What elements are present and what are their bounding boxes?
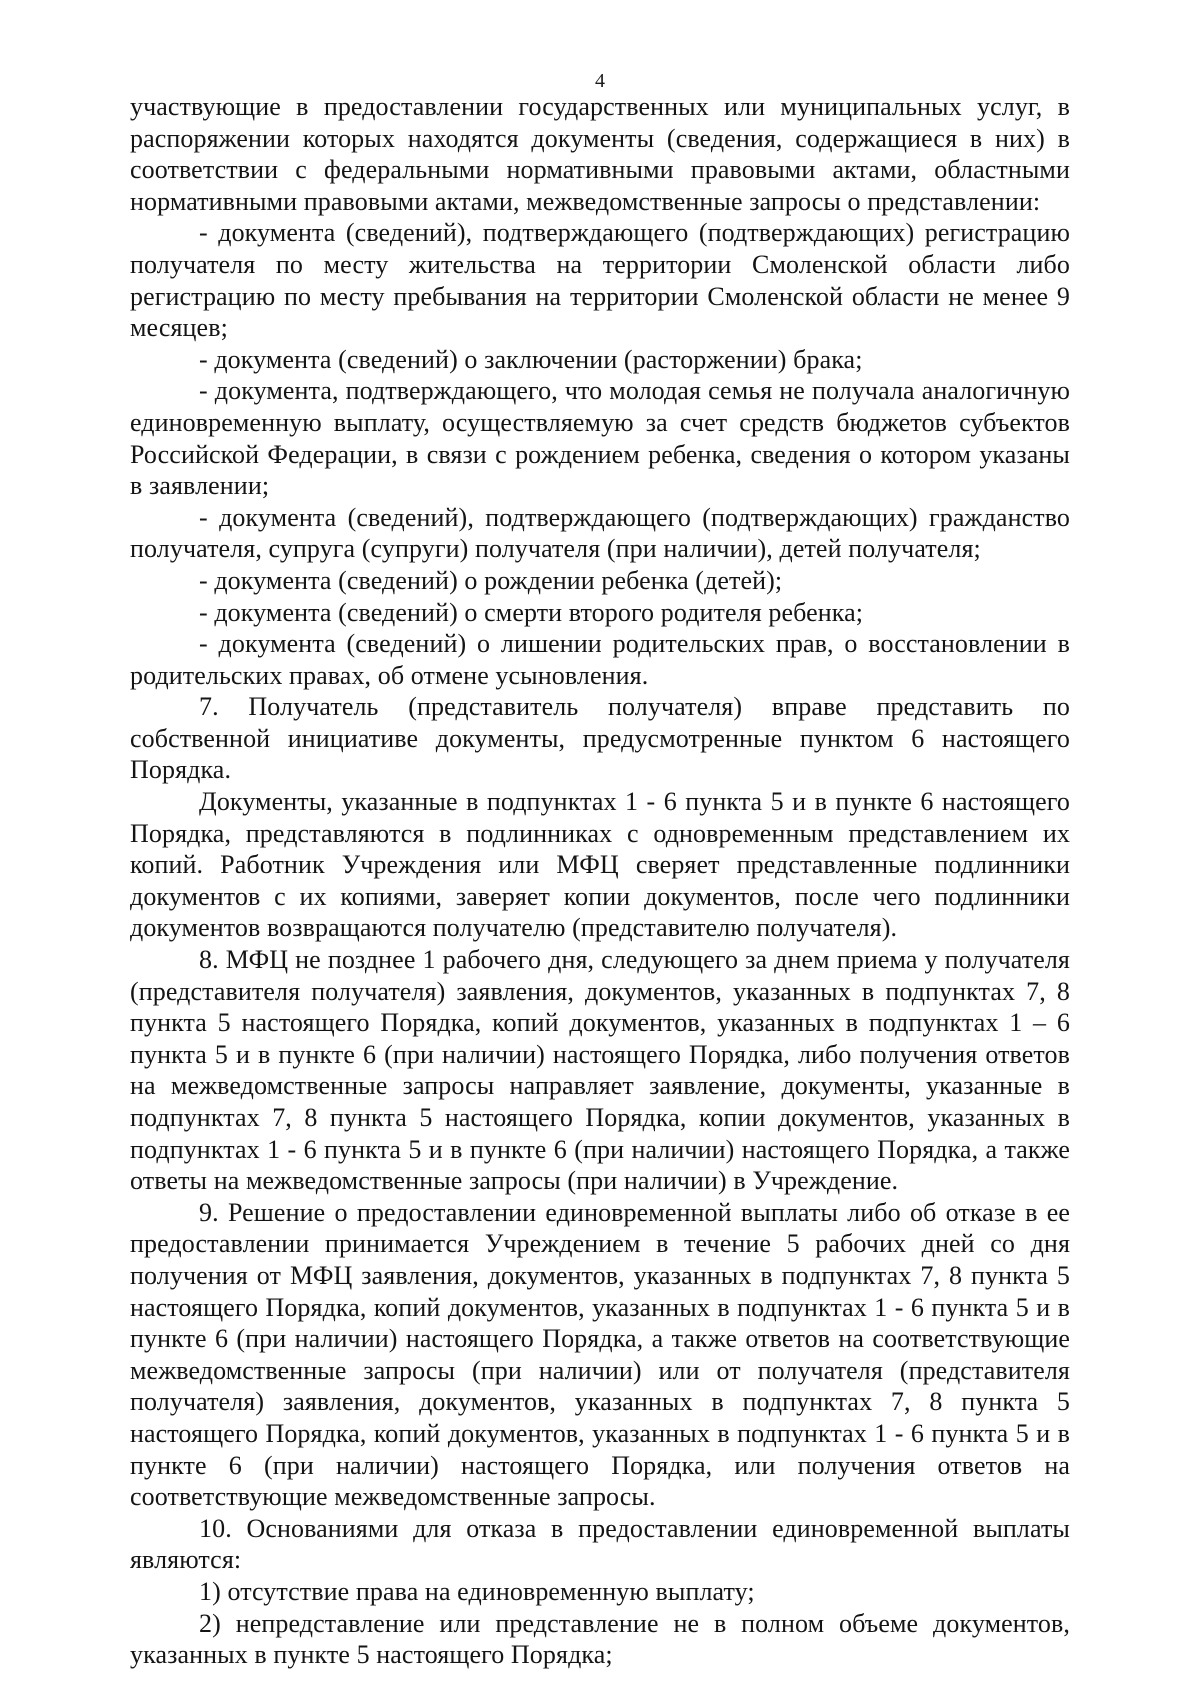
list-item-citizenship: - документа (сведений), подтверждающего (подтверждающих) гражданство получателя, супруга (супруги) получателя (при наличии), детей получателя; — [130, 502, 1070, 564]
page-number: 4 — [595, 70, 605, 92]
list-item-death: - документа (сведений) о смерти второго родителя ребенка; — [199, 597, 864, 627]
paragraph-item-10: 10. Основаниями для отказа в предоставлении единовременной выплаты являются: — [130, 1513, 1070, 1575]
paragraph-continuation: участвующие в предоставлении государственных или муниципальных услуг, в распоряжении которых находятся документы (сведения, содержащиеся в них) в соответствии с федеральными нормативными правовыми актами, областными нормативными правовыми актами, межведомственные запросы о представлении: — [130, 92, 1070, 216]
list-item-birth: - документа (сведений) о рождении ребенка (детей); — [199, 565, 783, 595]
list-item-no-similar-payment: - документа, подтверждающего, что молодая семья не получала аналогичную единовременную выплату, осуществляемую за счет средств бюджетов субъектов Российской Федерации, в связи с рождением ребенка, сведения о котором указаны в заявлении; — [130, 376, 1070, 501]
paragraph-item-8: 8. МФЦ не позднее 1 рабочего дня, следующего за днем приема у получателя (представителя получателя) заявления, документов, указанных в подпунктах 7, 8 пункта 5 настоящего Порядка, копий документов, указанных в подпунктах 1 – 6 пункта 5 и в пункте 6 (при наличии) настоящего Порядка, либо получения ответов на межведомственные запросы направляет заявление, документы, указанные в подпунктах 7, 8 пункта 5 настоящего Порядка, копии документов, указанных в подпунктах 1 - 6 пункта 5 и в пункте 6 (при наличии) настоящего Порядка, а также ответы на межведомственные запросы (при наличии) в Учреждение. — [130, 945, 1070, 1196]
list-item-marriage: - документа (сведений) о заключении (расторжении) брака; — [199, 344, 863, 374]
paragraph-item-7: 7. Получатель (представитель получателя) вправе представить по собственной инициативе документы, предусмотренные пунктом 6 настоящего Порядка. — [130, 692, 1070, 785]
list-item-incomplete-documents: 2) непредставление или представление не в полном объеме документов, указанных в пункте 5 настоящего Порядка; — [130, 1608, 1070, 1670]
list-item-registration: - документа (сведений), подтверждающего (подтверждающих) регистрацию получателя по месту жительства на территории Смоленской области либо регистрацию по месту пребывания на территории Смоленской области не менее 9 месяцев; — [130, 218, 1070, 343]
document-body — [130, 91, 1070, 1671]
paragraph-documents-originals: Документы, указанные в подпунктах 1 - 6 пункта 5 и в пункте 6 настоящего Порядка, представляются в подлинниках с одновременным представлением их копий. Работник Учреждения или МФЦ сверяет представленные подлинники документов с их копиями, заверяет копии документов, после чего подлинники документов возвращаются получателю (представителю получателя). — [130, 787, 1070, 943]
list-item-parental-rights: - документа (сведений) о лишении родительских прав, о восстановлении в родительских правах, об отмене усыновления. — [130, 629, 1070, 690]
list-item-no-right: 1) отсутствие права на единовременную выплату; — [199, 1576, 755, 1606]
paragraph-item-9: 9. Решение о предоставлении единовременной выплаты либо об отказе в ее предоставлении принимается Учреждением в течение 5 рабочих дней со дня получения от МФЦ заявления, документов, указанных в подпунктах 7, 8 пункта 5 настоящего Порядка, копий документов, указанных в подпунктах 1 - 6 пункта 5 и в пункте 6 (при наличии) настоящего Порядка, а также ответов на соответствующие межведомственные запросы (при наличии) или от получателя (представителя получателя) заявления, документов, указанных в подпунктах 7, 8 пункта 5 настоящего Порядка, копий документов, указанных в подпунктах 1 - 6 пункта 5 и в пункте 6 (при наличии) настоящего Порядка, или получения ответов на соответствующие межведомственные запросы. — [130, 1197, 1070, 1512]
